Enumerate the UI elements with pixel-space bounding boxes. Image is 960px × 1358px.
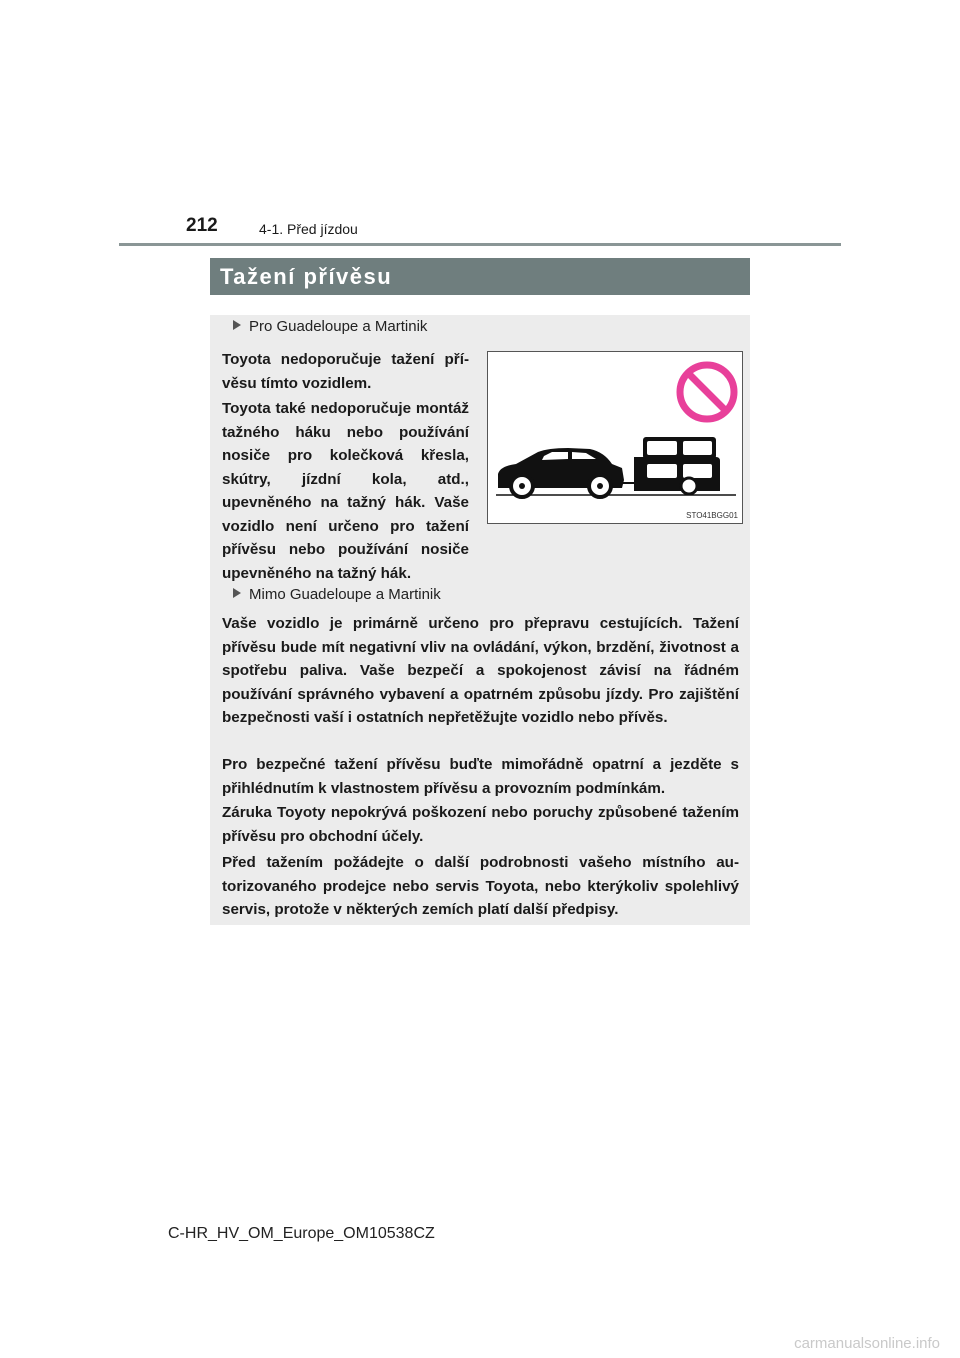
paragraph-negative-effects: Vaše vozidlo je primárně určeno pro přepravu cestujících. Tažení přívěsu bude mít negativní vliv na ovládání, výkon, brzdění, životnost a spotřebu paliva. Vaše bezpečí a spokojenost závisí na řádném používání správného vybavení a opatrném způsobu jízdy. Pro zajištění bezpečnosti vaší i ostatních nepřetěžujte vozidlo nebo přívěs. [222,615,739,726]
header-divider [119,243,841,246]
bullet-label: Mimo Guadeloupe a Martinik [249,586,441,603]
document-code: C-HR_HV_OM_Europe_OM10538CZ [168,1225,435,1242]
bullet-outside-guadeloupe [233,586,441,603]
paragraph-tow-hitch: Toyota také nedoporučuje montáž tažného háku nebo používání nosiče pro kolečková křesla, skútry, jízdní kola, atd., upevněného na tažný hák. Vaše vozidlo není určeno pro tažení přívěsu nebo používání nosiče upevněného na tažný hák. [222,400,469,582]
bullet-guadeloupe [233,318,427,335]
towing-prohibited-figure [487,351,743,524]
paragraph-warranty: Záruka Toyoty nepokrývá poškození nebo poruchy způsobené tažením přívěsu pro obchodní účely. [222,804,739,845]
bullet-arrow-icon [233,588,241,598]
paragraph-safe-towing: Pro bezpečné tažení přívěsu buďte mimořádně opatrní a jezděte s přihlédnutím k vlastnostem přívěsu a provozním podmínkám. [222,756,739,797]
watermark: carmanualsonline.info [794,1335,940,1352]
section-title: Tažení přívěsu [210,258,750,295]
towing-illustration [488,352,742,523]
breadcrumb: 4-1. Před jízdou [259,221,358,237]
page-number: 212 [186,215,218,236]
paragraph-dealer-info: Před tažením požádejte o další podrobnosti vašeho místního autorizovaného prodejce nebo servis Toyota, nebo kterýkoliv spolehlivý servis, protože v některých zemích platí další předpisy. [222,854,739,918]
figure-code: STO41BGG01 [686,511,738,520]
bullet-label: Pro Guadeloupe a Martinik [249,318,428,335]
bullet-arrow-icon [233,320,241,330]
paragraph-not-recommended: Toyota nedoporučuje tažení přívěsu tímto vozidlem. [222,351,469,392]
